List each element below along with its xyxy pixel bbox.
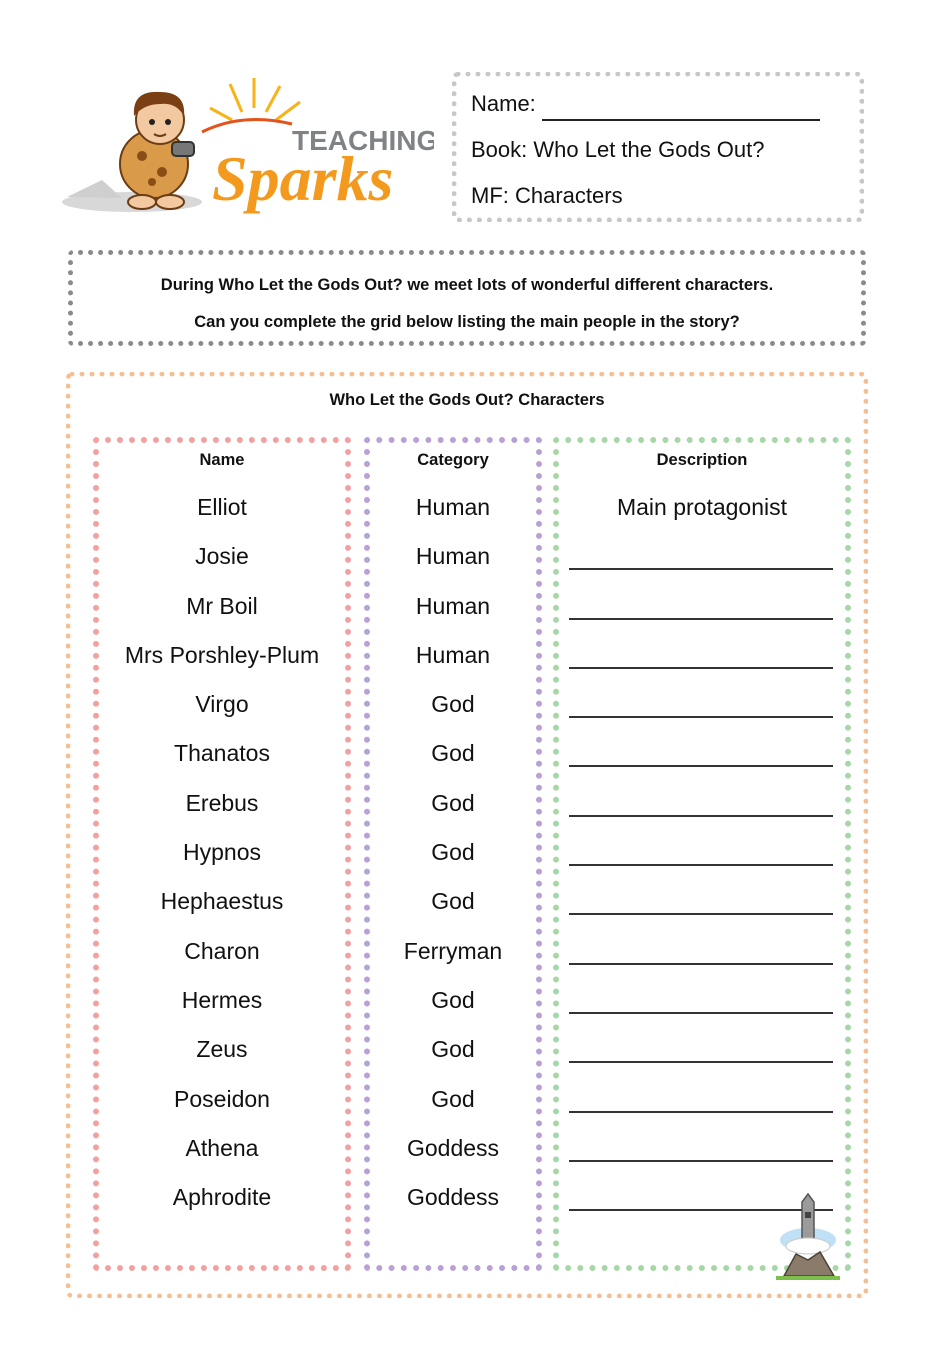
grid-title: Who Let the Gods Out? Characters xyxy=(329,391,605,409)
character-name: Josie xyxy=(195,543,249,570)
character-description[interactable] xyxy=(559,976,845,1025)
logo-teaching: TEACHING xyxy=(292,125,434,156)
character-category: Human xyxy=(415,592,491,619)
character-category: Human xyxy=(415,543,491,570)
description-blank-line[interactable] xyxy=(569,1160,833,1162)
character-name: Poseidon xyxy=(174,1085,270,1112)
category-list xyxy=(370,483,536,1222)
book-label: Book: Who Let the Gods Out? xyxy=(471,137,765,162)
character-name: Erebus xyxy=(185,789,259,816)
character-name: Mr Boil xyxy=(186,592,258,619)
description-column xyxy=(553,437,851,1271)
character-name: Hermes xyxy=(181,986,263,1013)
description-blank-line[interactable] xyxy=(569,815,833,817)
character-category: Goddess xyxy=(406,1134,500,1161)
character-name: Virgo xyxy=(195,691,249,718)
name-column-header: Name xyxy=(199,451,245,469)
character-description[interactable] xyxy=(559,631,845,680)
character-name: Charon xyxy=(184,937,260,964)
logo-graphic xyxy=(62,72,434,222)
instructions-line-2: Can you complete the grid below listing the main people in the story? xyxy=(194,313,740,331)
character-category: God xyxy=(431,839,475,866)
character-name: Mrs Porshley-Plum xyxy=(124,641,320,668)
name-label: Name: xyxy=(471,91,536,116)
character-description[interactable] xyxy=(559,877,845,926)
character-description: Main protagonist xyxy=(616,494,788,520)
character-category: God xyxy=(431,789,475,816)
character-description[interactable] xyxy=(559,582,845,631)
teaching-sparks-logo xyxy=(62,72,434,222)
description-blank-line[interactable] xyxy=(569,618,833,620)
character-name: Thanatos xyxy=(174,740,270,767)
description-list xyxy=(559,483,845,1222)
character-category: Human xyxy=(415,641,491,668)
character-category: Ferryman xyxy=(403,937,503,964)
description-column-header: Description xyxy=(656,451,748,469)
character-name: Athena xyxy=(185,1134,259,1161)
character-category: God xyxy=(431,691,475,718)
character-category: God xyxy=(431,888,475,915)
description-blank-line[interactable] xyxy=(569,568,833,570)
sun-rays-icon xyxy=(202,78,300,132)
character-name: Hypnos xyxy=(183,839,261,866)
category-column xyxy=(364,437,542,1271)
character-name: Aphrodite xyxy=(172,1184,272,1211)
character-category: Goddess xyxy=(406,1184,500,1211)
tower-icon xyxy=(772,1192,844,1280)
character-description[interactable] xyxy=(559,1025,845,1074)
character-description[interactable] xyxy=(559,1075,845,1124)
name-blank-line[interactable] xyxy=(542,97,820,121)
character-description[interactable] xyxy=(559,828,845,877)
category-column-header: Category xyxy=(417,451,489,469)
character-category: God xyxy=(431,1085,475,1112)
character-name: Elliot xyxy=(197,494,247,520)
mf-label: MF: Characters xyxy=(471,183,623,208)
description-blank-line[interactable] xyxy=(569,716,833,718)
name-row xyxy=(471,87,845,133)
name-column xyxy=(93,437,351,1271)
character-category: God xyxy=(431,986,475,1013)
character-description[interactable] xyxy=(559,680,845,729)
description-blank-line[interactable] xyxy=(569,963,833,965)
character-category: Human xyxy=(415,494,491,520)
description-blank-line[interactable] xyxy=(569,667,833,669)
description-blank-line[interactable] xyxy=(569,864,833,866)
instructions-box xyxy=(68,250,866,346)
character-description[interactable] xyxy=(559,927,845,976)
description-blank-line[interactable] xyxy=(569,765,833,767)
character-category: God xyxy=(431,740,475,767)
caveman-icon xyxy=(120,92,194,209)
student-info-box xyxy=(452,72,864,222)
description-blank-line[interactable] xyxy=(569,1012,833,1014)
character-description[interactable] xyxy=(559,729,845,778)
character-name: Hephaestus xyxy=(160,888,284,915)
name-list xyxy=(99,483,345,1222)
character-description[interactable] xyxy=(559,779,845,828)
instructions-line-1: During Who Let the Gods Out? we meet lots of wonderful different characters. xyxy=(160,276,774,294)
logo-sparks: Sparks xyxy=(212,143,394,214)
characters-grid xyxy=(66,372,868,1298)
character-description[interactable] xyxy=(559,1124,845,1173)
description-blank-line[interactable] xyxy=(569,1111,833,1113)
character-category: God xyxy=(431,1036,475,1063)
description-blank-line[interactable] xyxy=(569,913,833,915)
description-blank-line[interactable] xyxy=(569,1061,833,1063)
character-name: Zeus xyxy=(196,1036,248,1063)
character-description[interactable] xyxy=(559,532,845,581)
